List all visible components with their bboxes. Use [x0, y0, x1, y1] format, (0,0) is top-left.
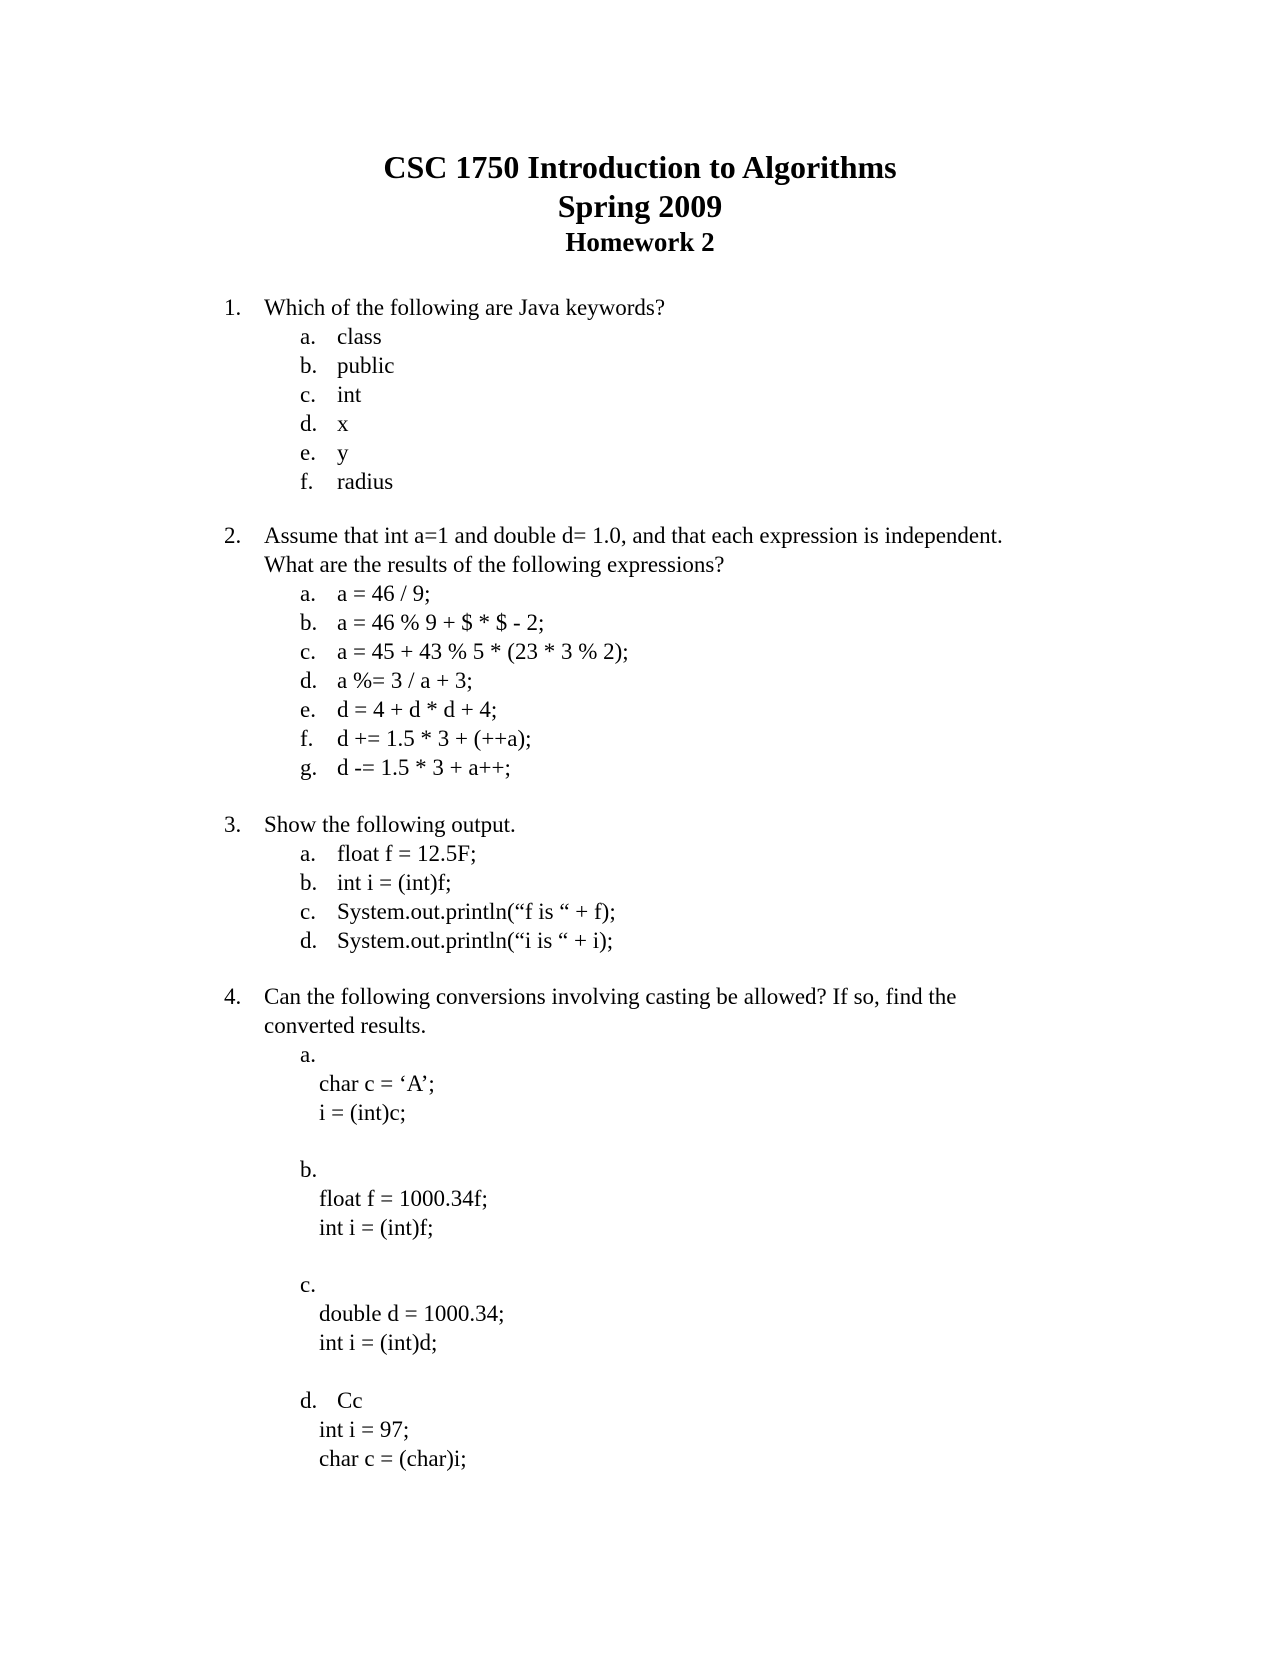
option-text: a = 45 + 43 % 5 * (23 * 3 % 2);: [337, 639, 629, 664]
option-item: [224, 467, 1084, 496]
option-list: [224, 322, 1084, 496]
option-text: int i = (int)f;: [337, 870, 452, 895]
code-line-1: double d = 1000.34;: [319, 1301, 505, 1326]
code-line-2: i = (int)c;: [319, 1100, 407, 1125]
option-letter: c.: [300, 639, 316, 664]
option-letter: f.: [300, 469, 314, 494]
item-letter: a.: [300, 1042, 316, 1067]
question-number: 4.: [224, 984, 242, 1009]
option-item: [224, 695, 1084, 724]
term-title: Spring 2009: [557, 188, 723, 224]
option-item: [224, 579, 1084, 608]
option-item: [224, 666, 1084, 695]
option-letter: a.: [300, 324, 316, 349]
option-text: public: [337, 353, 395, 378]
option-item: [224, 753, 1084, 782]
code-line-1: char c = ‘A’;: [319, 1071, 435, 1096]
course-title: CSC 1750 Introduction to Algorithms: [383, 149, 897, 185]
code-line-2: int i = (int)d;: [319, 1330, 438, 1355]
option-item: [224, 322, 1084, 351]
option-text: x: [337, 411, 349, 436]
option-item: [224, 897, 1084, 926]
option-text: radius: [337, 469, 394, 494]
option-text: class: [337, 324, 382, 349]
option-item: [224, 637, 1084, 666]
question-text-line-2: What are the results of the following expressions?: [264, 552, 725, 577]
item-label: Cc: [337, 1388, 363, 1413]
option-text: System.out.println(“i is “ + i);: [337, 928, 614, 953]
question-3: [224, 810, 1084, 955]
option-text: a %= 3 / a + 3;: [337, 668, 473, 693]
question-number: 3.: [224, 812, 242, 837]
item-letter: d.: [300, 1388, 318, 1413]
option-letter: b.: [300, 353, 318, 378]
question-text-line-1: Assume that int a=1 and double d= 1.0, and that each expression is independent.: [264, 523, 1003, 548]
option-letter: d.: [300, 928, 318, 953]
code-line-2: char c = (char)i;: [319, 1446, 467, 1471]
option-letter: e.: [300, 697, 316, 722]
item-letter: c.: [300, 1272, 316, 1297]
question-text-line-2: converted results.: [264, 1013, 427, 1038]
option-list: [224, 839, 1084, 955]
option-text: a = 46 / 9;: [337, 581, 431, 606]
option-item: [224, 724, 1084, 753]
assignment-title: Homework 2: [565, 227, 715, 257]
option-item: [224, 438, 1084, 467]
question-1: [224, 293, 1084, 496]
code-line-2: int i = (int)f;: [319, 1215, 434, 1240]
option-item: [224, 868, 1084, 897]
option-letter: f.: [300, 726, 314, 751]
option-text: d -= 1.5 * 3 + a++;: [337, 755, 511, 780]
option-item: [224, 839, 1084, 868]
option-item: [224, 608, 1084, 637]
question-4: [224, 982, 1084, 1040]
question-2: [224, 521, 1084, 782]
option-letter: e.: [300, 440, 316, 465]
option-letter: g.: [300, 755, 318, 780]
option-letter: c.: [300, 382, 316, 407]
option-letter: b.: [300, 870, 318, 895]
option-text: float f = 12.5F;: [337, 841, 477, 866]
option-text: a = 46 % 9 + $ * $ - 2;: [337, 610, 545, 635]
option-letter: c.: [300, 899, 316, 924]
option-text: y: [337, 440, 349, 465]
option-item: [224, 380, 1084, 409]
option-letter: d.: [300, 411, 318, 436]
option-letter: a.: [300, 581, 316, 606]
option-text: System.out.println(“f is “ + f);: [337, 899, 616, 924]
option-item: [224, 409, 1084, 438]
question-text-line-1: Can the following conversions involving casting be allowed? If so, find the: [264, 984, 957, 1009]
option-text: int: [337, 382, 362, 407]
option-letter: a.: [300, 841, 316, 866]
option-letter: d.: [300, 668, 318, 693]
option-text: d = 4 + d * d + 4;: [337, 697, 498, 722]
option-text: d += 1.5 * 3 + (++a);: [337, 726, 532, 751]
question-text: Which of the following are Java keywords?: [264, 295, 666, 320]
question-number: 2.: [224, 523, 242, 548]
code-line-1: int i = 97;: [319, 1417, 410, 1442]
question-text: Show the following output.: [264, 812, 516, 837]
item-letter: b.: [300, 1157, 318, 1182]
code-line-1: float f = 1000.34f;: [319, 1186, 488, 1211]
option-item: [224, 926, 1084, 955]
option-letter: b.: [300, 610, 318, 635]
question-number: 1.: [224, 295, 242, 320]
option-item: [224, 351, 1084, 380]
document-header: [0, 148, 1280, 259]
option-list: [224, 579, 1084, 782]
